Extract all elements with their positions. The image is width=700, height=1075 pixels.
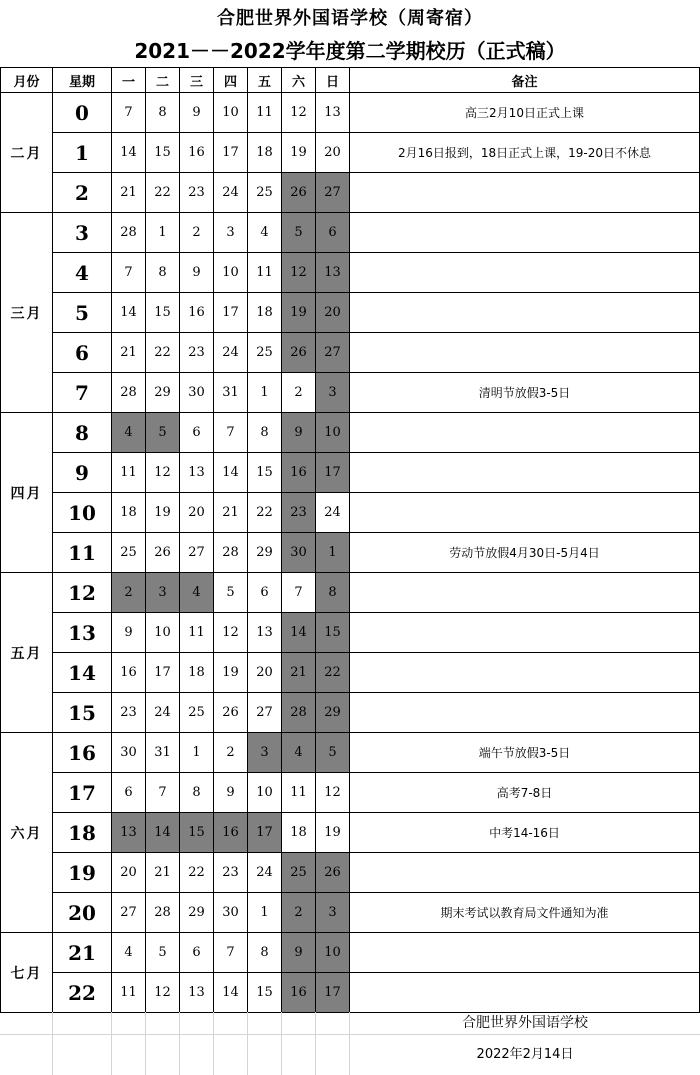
note-cell	[350, 693, 700, 733]
week-row	[1, 693, 700, 733]
day-cell-tue: 5	[146, 933, 180, 973]
week-row	[1, 413, 700, 453]
day-cell-sat: 26	[282, 333, 316, 373]
day-cell-mon: 13	[112, 813, 146, 853]
day-cell-thu: 3	[214, 213, 248, 253]
day-cell-fri: 29	[248, 533, 282, 573]
day-cell-wed: 2	[180, 213, 214, 253]
day-cell-sat: 4	[282, 733, 316, 773]
day-cell-sat: 23	[282, 493, 316, 533]
day-cell-sat: 14	[282, 613, 316, 653]
day-cell-sun: 19	[316, 813, 350, 853]
day-cell-sat: 12	[282, 253, 316, 293]
week-row	[1, 453, 700, 493]
day-cell-thu: 17	[214, 133, 248, 173]
day-cell-sun: 26	[316, 853, 350, 893]
calendar-body	[1, 68, 700, 1013]
day-cell-sun: 10	[316, 413, 350, 453]
day-cell-sun: 27	[316, 333, 350, 373]
day-cell-mon: 21	[112, 173, 146, 213]
week-row	[1, 733, 700, 773]
footer-gridline	[111, 1012, 112, 1075]
day-cell-fri: 22	[248, 493, 282, 533]
day-header-thu: 四	[214, 68, 248, 93]
day-cell-tue: 12	[146, 973, 180, 1013]
note-cell: 端午节放假3-5日	[350, 733, 700, 773]
day-cell-thu: 5	[214, 573, 248, 613]
day-cell-sun: 8	[316, 573, 350, 613]
day-cell-fri: 6	[248, 573, 282, 613]
note-cell: 期末考试以教育局文件通知为准	[350, 893, 700, 933]
day-cell-mon: 7	[112, 93, 146, 133]
day-cell-tue: 3	[146, 573, 180, 613]
day-cell-fri: 25	[248, 333, 282, 373]
footer-gridline	[281, 1012, 282, 1075]
day-cell-sun: 20	[316, 133, 350, 173]
footer-gridline	[145, 1012, 146, 1075]
month-header: 月份	[1, 68, 53, 93]
day-cell-thu: 9	[214, 773, 248, 813]
day-cell-sun: 27	[316, 173, 350, 213]
day-cell-thu: 12	[214, 613, 248, 653]
day-cell-sat: 18	[282, 813, 316, 853]
day-cell-wed: 6	[180, 933, 214, 973]
footer-gridline	[315, 1012, 316, 1075]
day-cell-wed: 13	[180, 453, 214, 493]
day-cell-thu: 24	[214, 173, 248, 213]
day-cell-mon: 25	[112, 533, 146, 573]
day-cell-sun: 15	[316, 613, 350, 653]
week-row	[1, 533, 700, 573]
day-cell-tue: 15	[146, 293, 180, 333]
day-cell-fri: 11	[248, 253, 282, 293]
note-cell	[350, 653, 700, 693]
note-cell	[350, 973, 700, 1013]
day-cell-wed: 25	[180, 693, 214, 733]
note-cell	[350, 333, 700, 373]
day-cell-fri: 18	[248, 293, 282, 333]
calendar-table	[0, 67, 700, 1013]
day-header-sat: 六	[282, 68, 316, 93]
day-cell-tue: 19	[146, 493, 180, 533]
day-cell-fri: 8	[248, 413, 282, 453]
footer-gridline	[213, 1012, 214, 1075]
day-cell-fri: 27	[248, 693, 282, 733]
week-number: 0	[53, 93, 112, 133]
day-cell-sun: 6	[316, 213, 350, 253]
calendar-title: 2021－－2022学年度第二学期校历（正式稿）	[134, 39, 566, 63]
footer-gridline	[179, 1012, 180, 1075]
day-cell-wed: 27	[180, 533, 214, 573]
day-cell-sat: 9	[282, 933, 316, 973]
week-row	[1, 813, 700, 853]
note-cell	[350, 613, 700, 653]
week-number: 19	[53, 853, 112, 893]
week-number: 12	[53, 573, 112, 613]
week-row	[1, 253, 700, 293]
note-cell	[350, 453, 700, 493]
day-cell-sat: 7	[282, 573, 316, 613]
day-cell-fri: 15	[248, 973, 282, 1013]
day-cell-thu: 7	[214, 413, 248, 453]
day-cell-wed: 16	[180, 133, 214, 173]
day-cell-tue: 21	[146, 853, 180, 893]
day-cell-wed: 9	[180, 93, 214, 133]
week-number: 15	[53, 693, 112, 733]
note-cell	[350, 173, 700, 213]
day-cell-sun: 20	[316, 293, 350, 333]
day-cell-fri: 25	[248, 173, 282, 213]
month-label: 四月	[1, 413, 53, 573]
day-cell-wed: 9	[180, 253, 214, 293]
day-cell-tue: 28	[146, 893, 180, 933]
day-cell-mon: 14	[112, 293, 146, 333]
day-cell-wed: 8	[180, 773, 214, 813]
day-cell-thu: 16	[214, 813, 248, 853]
day-cell-tue: 8	[146, 253, 180, 293]
day-cell-fri: 8	[248, 933, 282, 973]
day-cell-mon: 23	[112, 693, 146, 733]
week-number: 6	[53, 333, 112, 373]
day-cell-tue: 31	[146, 733, 180, 773]
week-number: 22	[53, 973, 112, 1013]
day-cell-sun: 13	[316, 253, 350, 293]
week-number: 9	[53, 453, 112, 493]
week-number: 3	[53, 213, 112, 253]
day-cell-wed: 13	[180, 973, 214, 1013]
day-header-mon: 一	[112, 68, 146, 93]
week-row	[1, 133, 700, 173]
day-cell-sun: 17	[316, 453, 350, 493]
day-cell-sat: 5	[282, 213, 316, 253]
day-cell-fri: 15	[248, 453, 282, 493]
day-cell-mon: 18	[112, 493, 146, 533]
footer-gridline	[247, 1012, 248, 1075]
day-cell-mon: 6	[112, 773, 146, 813]
day-cell-sun: 12	[316, 773, 350, 813]
day-cell-wed: 20	[180, 493, 214, 533]
week-number: 17	[53, 773, 112, 813]
week-row	[1, 493, 700, 533]
week-row	[1, 613, 700, 653]
day-cell-thu: 10	[214, 93, 248, 133]
day-cell-sat: 12	[282, 93, 316, 133]
day-cell-tue: 24	[146, 693, 180, 733]
week-number: 18	[53, 813, 112, 853]
note-cell	[350, 933, 700, 973]
day-cell-tue: 1	[146, 213, 180, 253]
day-cell-mon: 27	[112, 893, 146, 933]
week-number: 13	[53, 613, 112, 653]
day-cell-wed: 29	[180, 893, 214, 933]
week-number: 16	[53, 733, 112, 773]
week-header: 星期	[53, 68, 112, 93]
day-cell-mon: 16	[112, 653, 146, 693]
month-label: 六月	[1, 733, 53, 933]
note-cell	[350, 853, 700, 893]
footer-gridline	[0, 1034, 700, 1035]
month-label: 七月	[1, 933, 53, 1013]
day-cell-sun: 5	[316, 733, 350, 773]
day-cell-thu: 10	[214, 253, 248, 293]
day-header-tue: 二	[146, 68, 180, 93]
day-cell-sat: 9	[282, 413, 316, 453]
note-cell: 中考14-16日	[350, 813, 700, 853]
footer-gridline	[52, 1012, 53, 1075]
day-cell-sat: 21	[282, 653, 316, 693]
week-number: 7	[53, 373, 112, 413]
week-row	[1, 773, 700, 813]
day-cell-sun: 1	[316, 533, 350, 573]
day-cell-sun: 24	[316, 493, 350, 533]
week-row	[1, 973, 700, 1013]
day-cell-wed: 22	[180, 853, 214, 893]
day-cell-thu: 28	[214, 533, 248, 573]
note-cell: 清明节放假3-5日	[350, 373, 700, 413]
school-title: 合肥世界外国语学校（周寄宿）	[217, 8, 483, 29]
day-cell-tue: 7	[146, 773, 180, 813]
week-row	[1, 213, 700, 253]
day-cell-sat: 19	[282, 293, 316, 333]
week-row	[1, 573, 700, 613]
day-cell-sun: 3	[316, 893, 350, 933]
day-cell-wed: 15	[180, 813, 214, 853]
day-cell-fri: 20	[248, 653, 282, 693]
day-cell-tue: 22	[146, 173, 180, 213]
day-cell-sat: 2	[282, 373, 316, 413]
day-header-sun: 日	[316, 68, 350, 93]
note-cell	[350, 253, 700, 293]
day-cell-thu: 24	[214, 333, 248, 373]
day-cell-sun: 17	[316, 973, 350, 1013]
day-cell-sat: 19	[282, 133, 316, 173]
note-cell	[350, 413, 700, 453]
note-cell: 2月16日报到，18日正式上课，19-20日不休息	[350, 133, 700, 173]
week-number: 4	[53, 253, 112, 293]
day-header-fri: 五	[248, 68, 282, 93]
day-cell-sat: 25	[282, 853, 316, 893]
day-cell-thu: 26	[214, 693, 248, 733]
day-cell-wed: 1	[180, 733, 214, 773]
day-cell-fri: 13	[248, 613, 282, 653]
day-cell-mon: 11	[112, 973, 146, 1013]
week-number: 20	[53, 893, 112, 933]
day-cell-mon: 28	[112, 373, 146, 413]
note-header: 备注	[350, 68, 700, 93]
day-cell-fri: 24	[248, 853, 282, 893]
day-cell-thu: 17	[214, 293, 248, 333]
week-row	[1, 373, 700, 413]
day-cell-thu: 21	[214, 493, 248, 533]
day-cell-tue: 12	[146, 453, 180, 493]
note-cell: 高三2月10日正式上课	[350, 93, 700, 133]
day-cell-mon: 28	[112, 213, 146, 253]
day-cell-tue: 17	[146, 653, 180, 693]
day-cell-wed: 18	[180, 653, 214, 693]
day-cell-sat: 28	[282, 693, 316, 733]
note-cell	[350, 493, 700, 533]
day-cell-fri: 3	[248, 733, 282, 773]
week-row	[1, 853, 700, 893]
day-cell-tue: 26	[146, 533, 180, 573]
day-cell-fri: 18	[248, 133, 282, 173]
week-number: 8	[53, 413, 112, 453]
day-cell-fri: 17	[248, 813, 282, 853]
note-cell: 高考7-8日	[350, 773, 700, 813]
note-cell	[350, 573, 700, 613]
day-cell-fri: 10	[248, 773, 282, 813]
day-cell-thu: 14	[214, 453, 248, 493]
day-cell-sat: 26	[282, 173, 316, 213]
header-row	[1, 68, 700, 93]
day-cell-thu: 23	[214, 853, 248, 893]
day-cell-thu: 31	[214, 373, 248, 413]
week-number: 21	[53, 933, 112, 973]
day-cell-sat: 16	[282, 973, 316, 1013]
footer-date: 2022年2月14日	[476, 1047, 574, 1062]
week-number: 1	[53, 133, 112, 173]
day-cell-sun: 29	[316, 693, 350, 733]
day-cell-sat: 16	[282, 453, 316, 493]
day-cell-wed: 11	[180, 613, 214, 653]
day-cell-fri: 1	[248, 893, 282, 933]
day-cell-thu: 30	[214, 893, 248, 933]
day-cell-wed: 30	[180, 373, 214, 413]
day-cell-sun: 13	[316, 93, 350, 133]
day-cell-thu: 7	[214, 933, 248, 973]
day-cell-sat: 11	[282, 773, 316, 813]
month-label: 五月	[1, 573, 53, 733]
day-cell-tue: 29	[146, 373, 180, 413]
week-number: 11	[53, 533, 112, 573]
day-cell-sat: 2	[282, 893, 316, 933]
day-cell-tue: 22	[146, 333, 180, 373]
day-cell-mon: 2	[112, 573, 146, 613]
day-cell-tue: 10	[146, 613, 180, 653]
note-cell: 劳动节放假4月30日-5月4日	[350, 533, 700, 573]
day-cell-tue: 5	[146, 413, 180, 453]
day-cell-fri: 11	[248, 93, 282, 133]
day-cell-mon: 7	[112, 253, 146, 293]
day-cell-sun: 10	[316, 933, 350, 973]
week-row	[1, 893, 700, 933]
day-header-wed: 三	[180, 68, 214, 93]
day-cell-wed: 4	[180, 573, 214, 613]
week-row	[1, 653, 700, 693]
day-cell-wed: 16	[180, 293, 214, 333]
day-cell-tue: 8	[146, 93, 180, 133]
week-number: 2	[53, 173, 112, 213]
day-cell-wed: 6	[180, 413, 214, 453]
footer-school: 合肥世界外国语学校	[462, 1015, 588, 1031]
week-row	[1, 293, 700, 333]
day-cell-mon: 14	[112, 133, 146, 173]
note-cell	[350, 213, 700, 253]
week-row	[1, 933, 700, 973]
week-number: 14	[53, 653, 112, 693]
day-cell-mon: 11	[112, 453, 146, 493]
week-number: 5	[53, 293, 112, 333]
day-cell-sun: 22	[316, 653, 350, 693]
day-cell-fri: 4	[248, 213, 282, 253]
day-cell-mon: 21	[112, 333, 146, 373]
month-label: 三月	[1, 213, 53, 413]
month-label: 二月	[1, 93, 53, 213]
day-cell-mon: 9	[112, 613, 146, 653]
week-row	[1, 173, 700, 213]
week-row	[1, 333, 700, 373]
day-cell-fri: 1	[248, 373, 282, 413]
day-cell-sun: 3	[316, 373, 350, 413]
day-cell-thu: 2	[214, 733, 248, 773]
day-cell-tue: 14	[146, 813, 180, 853]
day-cell-sat: 30	[282, 533, 316, 573]
day-cell-wed: 23	[180, 173, 214, 213]
day-cell-tue: 15	[146, 133, 180, 173]
note-cell	[350, 293, 700, 333]
week-row	[1, 93, 700, 133]
day-cell-mon: 30	[112, 733, 146, 773]
day-cell-thu: 14	[214, 973, 248, 1013]
day-cell-thu: 19	[214, 653, 248, 693]
day-cell-mon: 4	[112, 413, 146, 453]
day-cell-mon: 20	[112, 853, 146, 893]
week-number: 10	[53, 493, 112, 533]
day-cell-wed: 23	[180, 333, 214, 373]
day-cell-mon: 4	[112, 933, 146, 973]
